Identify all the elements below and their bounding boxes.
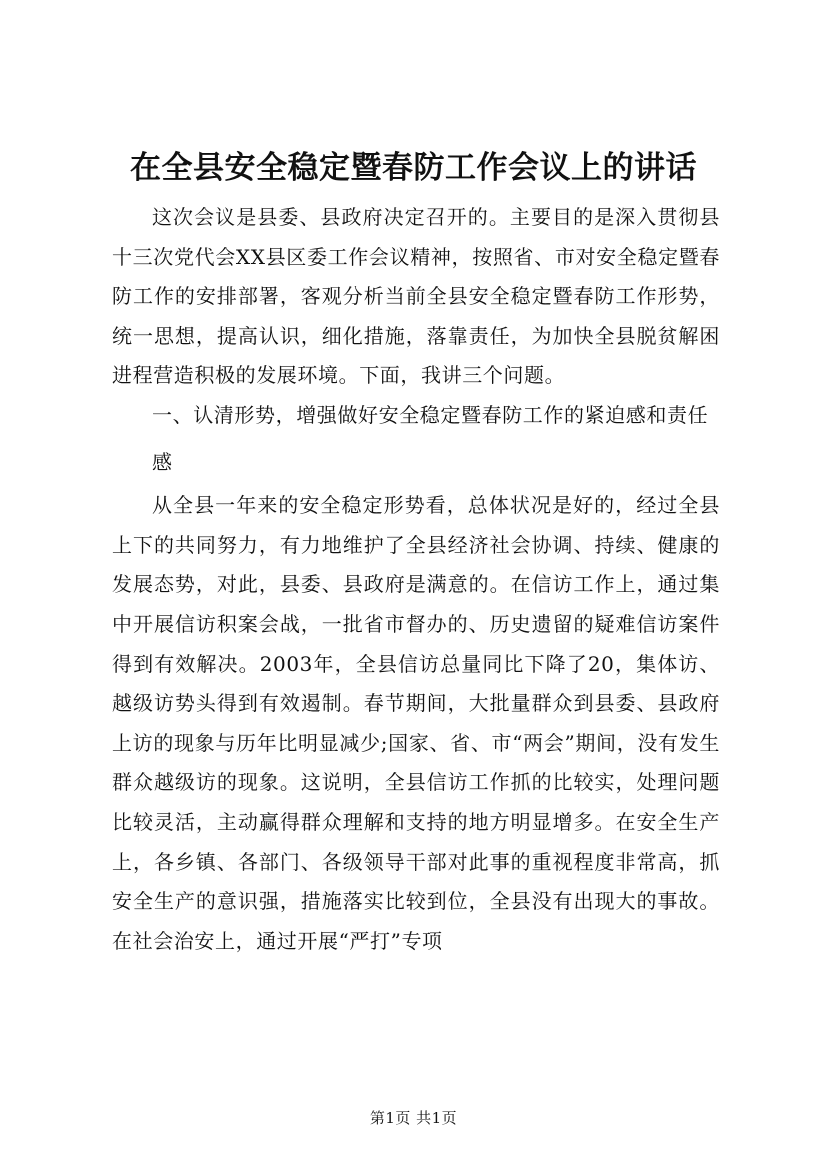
paragraph-situation: 从全县一年来的安全稳定形势看，总体状况是好的，经过全县上下的共同努力，有力地维护了全县经济社会协调、持续、健康的发展态势，对此，县委、县政府是满意的。在信访工作上，通过集中开展信访积案会战，一批省市督办的、历史遗留的疑难信访案件得到有效解决。2003年，全县信访总量同比下降了20，集体访、越级访势头得到有效遏制。春节期间，大批量群众到县委、县政府上访的现象与历年比明显减少;国家、省、市“两会”期间，没有发生群众越级访的现象。这说明，全县信访工作抓的比较实，处理问题比较灵活，主动赢得群众理解和支持的地方明显增多。在安全生产上，各乡镇、各部门、各级领导干部对此事的重视程度非常高，抓安全生产的意识强，措施落实比较到位，全县没有出现大的事故。在社会治安上，通过开展“严打”专项 <box>112 493 720 953</box>
document-body <box>112 198 720 961</box>
heading-continuation: 感 <box>152 449 173 474</box>
document-title: 在全县安全稳定暨春防工作会议上的讲话 <box>130 150 697 186</box>
section-heading-1: 一、认清形势，增强做好安全稳定暨春防工作的紧迫感和责任 <box>152 402 709 427</box>
paragraph-intro: 这次会议是县委、县政府决定召开的。主要目的是深入贯彻县十三次党代会XX县区委工作会议精神，按照省、市对安全稳定暨春防工作的安排部署，客观分析当前全县安全稳定暨春防工作形势，统一思想，提高认识，细化措施，落靠责任，为加快全县脱贫解困进程营造积极的发展环境。下面，我讲三个问题。 <box>112 205 720 388</box>
page-footer: 第1页 共1页 <box>369 1109 458 1127</box>
